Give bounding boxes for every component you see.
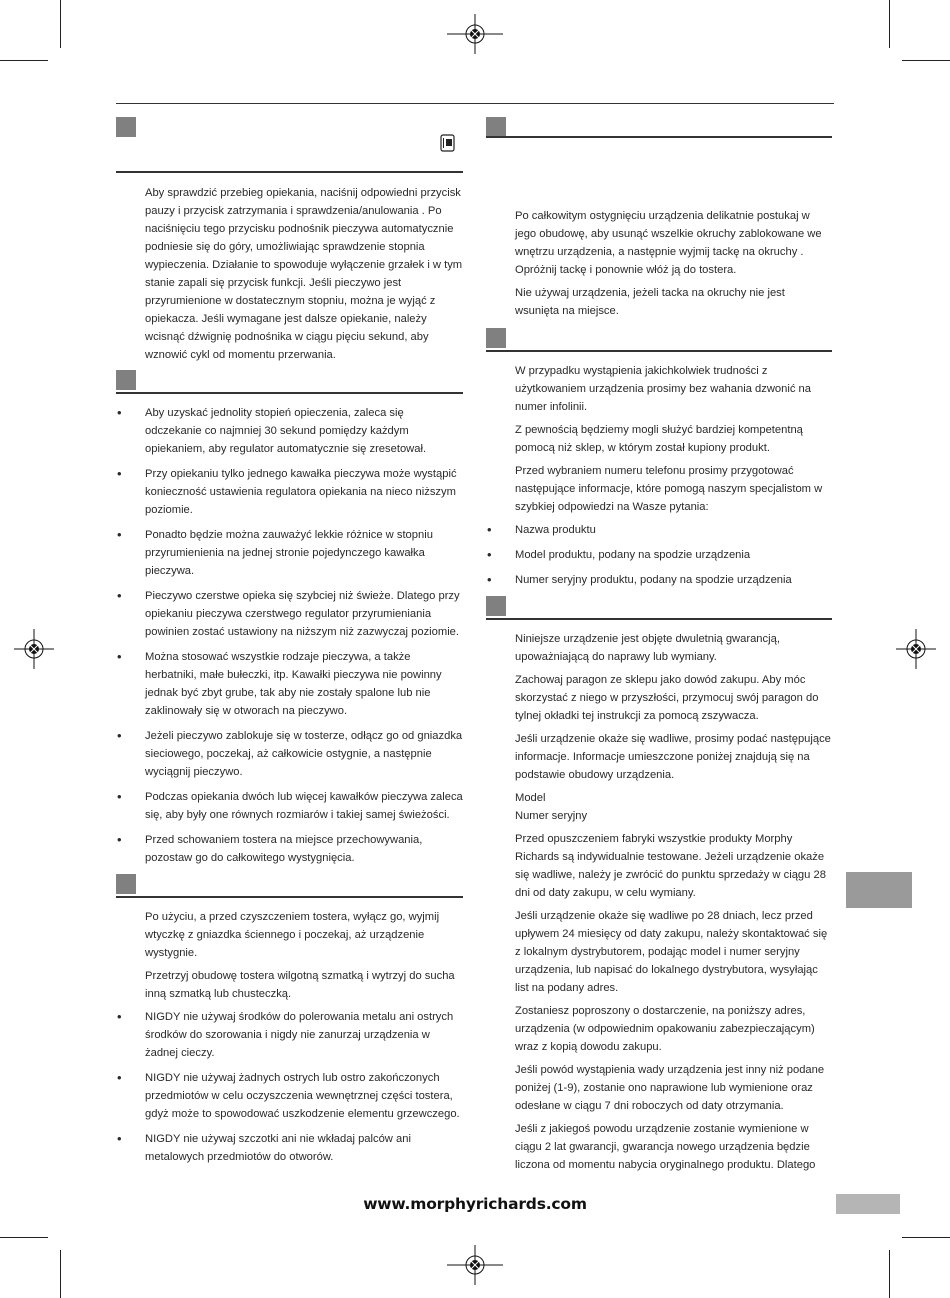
right-column (486, 117, 832, 1179)
section-crumb-tray (486, 207, 832, 320)
registration-mark-icon (447, 1245, 503, 1285)
section-cleaning (116, 908, 463, 1166)
section-warranty (486, 630, 832, 1174)
paragraph: Przetrzyj obudowę tostera wilgotną szmatką i wytrzyj do sucha inną szmatką lub chusteczką. (145, 970, 455, 1000)
bullet-item: • Przy opiekaniu tylko jednego kawałka pieczywa może wystąpić konieczność ustawienia regulatora opiekania na nieco niższym poziomie. (116, 465, 463, 519)
model-label: Model (515, 792, 546, 804)
paragraph: Po użyciu, a przed czyszczeniem tostera, wyłącz go, wyjmij wtyczkę z gniazdka ściennego i poczekaj, aż urządzenie wystygnie. (145, 911, 440, 959)
crop-mark (902, 1237, 950, 1238)
section-rule (116, 392, 463, 394)
crop-mark (60, 1250, 61, 1298)
paragraph: W przypadku wystąpienia jakichkolwiek trudności z użytkowaniem urządzenia prosimy bez wahania dzwonić na numer infolinii. (515, 365, 811, 413)
crop-mark (889, 0, 890, 48)
section-rule (486, 618, 832, 620)
section-tips (116, 404, 463, 867)
bullet-item: • Podczas opiekania dwóch lub więcej kawałków pieczywa zaleca się, aby były one równych rozmiarów i takiej samej świeżości. (116, 788, 463, 824)
crop-mark (902, 60, 950, 61)
language-side-tab (846, 872, 912, 908)
bullet-item: • Jeżeli pieczywo zablokuje się w tosterze, odłącz go od gniazdka sieciowego, poczekaj, aż całkowicie ostygnie, a następnie wyciągnij pieczywo. (116, 727, 463, 781)
section-rule (486, 350, 832, 352)
section-marker (486, 596, 506, 616)
paragraph: Zachowaj paragon ze sklepu jako dowód zakupu. Aby móc skorzystać z niego w przyszłości, przymocuj swój paragon do tylnej okładki tej instrukcji za pomocą zszywacza. (515, 674, 819, 722)
serial-label: Numer seryjny (515, 810, 588, 822)
crop-mark (889, 1250, 890, 1298)
crop-mark (0, 1237, 48, 1238)
registration-mark-icon (896, 629, 936, 669)
paragraph: Nie używaj urządzenia, jeżeli tacka na okruchy nie jest wsunięta na miejsce. (515, 287, 785, 317)
paragraph: Niniejsze urządzenie jest objęte dwuletnią gwarancją, upoważniającą do naprawy lub wymiany. (515, 633, 780, 663)
bullet-item: • Aby uzyskać jednolity stopień opieczenia, zaleca się odczekanie co najmniej 30 sekund pomiędzy każdym opiekaniem, aby regulator automatycznie się zresetował. (116, 404, 463, 458)
section-marker (116, 874, 136, 894)
left-column (116, 117, 463, 1173)
section-heading (116, 874, 463, 898)
bullet-item: • Przed schowaniem tostera na miejsce przechowywania, pozostaw go do całkowitego wystygnięcia. (116, 831, 463, 867)
paragraph: Po całkowitym ostygnięciu urządzenia delikatnie postukaj w jego obudowę, aby usunąć wszelkie okruchy zablokowane we wnętrzu urządzenia, a następnie wyjmij tackę na okruchy . Opróżnij tackę i ponownie włóż ją do tostera. (515, 210, 822, 276)
bullet-item: • NIGDY nie używaj środków do polerowania metalu ani ostrych środków do szorowania i nigdy nie zanurzaj urządzenia w żadnej cieczy. (116, 1008, 463, 1062)
paragraph: Jeśli urządzenie okaże się wadliwe po 28 dniach, lecz przed upływem 24 miesięcy od daty zakupu, należy skontaktować się z lokalnym dystrybutorem, podając model i numer seryjny urządzenia, lub napisać do lokalnego dystrybutora, wysyłając list na podany adres. (515, 910, 828, 994)
paragraph: Jeśli urządzenie okaże się wadliwe, prosimy podać następujące informacje. Informacje umieszczone poniżej znajdują się na podstawie obudowy urządzenia. (515, 733, 831, 781)
bullet-item: • Można stosować wszystkie rodzaje pieczywa, a także herbatniki, małe bułeczki, itp. Kawałki pieczywa nie powinny jednak być zbyt grube, tak aby nie zostały spalone lub nie zaklinowały się w otworach na pieczywo. (116, 648, 463, 720)
top-rule (116, 103, 834, 104)
paragraph: Aby sprawdzić przebieg opiekania, naciśnij odpowiedni przycisk pauzy i przycisk zatrzymania i sprawdzenia/anulowania . Po naciśnięciu tego przycisku podnośnik pieczywa automatycznie podniesie się do góry, umożliwiając sprawdzenie stopnia wypieczenia. Działanie to spowoduje wyłączenie grzałek i w tym stanie zapali się przycisk funkcji. Jeśli pieczywo jest przyrumienione w dostatecznym stopniu, można je wyjąć z opiekacza. Jeśli wymagane jest dalsze opiekanie, należy wcisnąć dźwignię podnośnika w ciągu pięciu sekund, aby wznowić cykl od momentu przerwania. (145, 187, 463, 361)
section-checking-toast (116, 184, 463, 364)
bullet-item: • NIGDY nie używaj szczotki ani nie wkładaj palców ani metalowych przedmiotów do otworów. (116, 1130, 463, 1166)
section-marker (116, 117, 136, 137)
bullet-item: • Ponadto będzie można zauważyć lekkie różnice w stopniu przyrumienienia na jednej stronie pojedynczego kawałka pieczywa. (116, 526, 463, 580)
website-url: www.morphyrichards.com (363, 1195, 587, 1213)
bullet-item: • Numer seryjny produktu, podany na spodzie urządzenia (486, 571, 832, 589)
section-heading (486, 596, 832, 620)
crop-mark (0, 60, 48, 61)
bullet-item: • NIGDY nie używaj żadnych ostrych lub ostro zakończonych przedmiotów w celu oczyszczenia wewnętrznej części tostera, gdyż może to spowodować uszkodzenie elementu grzewczego. (116, 1069, 463, 1123)
paragraph: Przed opuszczeniem fabryki wszystkie produkty Morphy Richards są indywidualnie testowane. Jeżeli urządzenie okaże się wadliwe, należy je zwrócić do punktu sprzedaży w ciągu 28 dni od daty zakupu, w celu wymiany. (515, 833, 826, 899)
section-heading (116, 117, 463, 173)
registration-mark-icon (14, 629, 54, 669)
registration-mark-icon (447, 14, 503, 54)
section-rule (486, 136, 832, 138)
bullet-item: • Model produktu, podany na spodzie urządzenia (486, 546, 832, 564)
bullet-item: • Pieczywo czerstwe opieka się szybciej niż świeże. Dlatego przy opiekaniu pieczywa czerstwego regulator przyrumieniania powinien zostać ustawiony na niższym niż zazwyczaj poziomie. (116, 587, 463, 641)
paragraph: Z pewnością będziemy mogli służyć bardziej kompetentną pomocą niż sklep, w którym został kupiony produkt. (515, 424, 803, 454)
section-helpline (486, 362, 832, 589)
paragraph: Jeśli z jakiegoś powodu urządzenie zostanie wymienione w ciągu 2 lat gwarancji, gwarancja nowego urządzenia będzie liczona od momentu nabycia oryginalnego produktu. Dlatego (515, 1123, 816, 1171)
section-heading (116, 370, 463, 394)
section-rule (116, 896, 463, 898)
section-marker (486, 328, 506, 348)
bullet-item: • Nazwa produktu (486, 521, 832, 539)
section-marker (486, 117, 506, 137)
paragraph: Jeśli powód wystąpienia wady urządzenia jest inny niż podane poniżej (1-9), zostanie ono naprawione lub wymienione oraz odesłane w ciągu 7 dni roboczych od daty otrzymania. (515, 1064, 825, 1112)
paragraph: Zostaniesz poproszony o dostarczenie, na poniższy adres, urządzenia (w odpowiednim opakowaniu zabezpieczającym) wraz z kopią dowodu zakupu. (515, 1005, 815, 1053)
section-heading (486, 117, 832, 138)
section-heading (486, 328, 832, 352)
crop-mark (60, 0, 61, 48)
section-marker (116, 370, 136, 390)
section-rule (116, 171, 463, 173)
paragraph: Przed wybraniem numeru telefonu prosimy przygotować następujące informacje, które pomogą naszym specjalistom w szybkiej odpowiedzi na Wasze pytania: (515, 465, 823, 513)
